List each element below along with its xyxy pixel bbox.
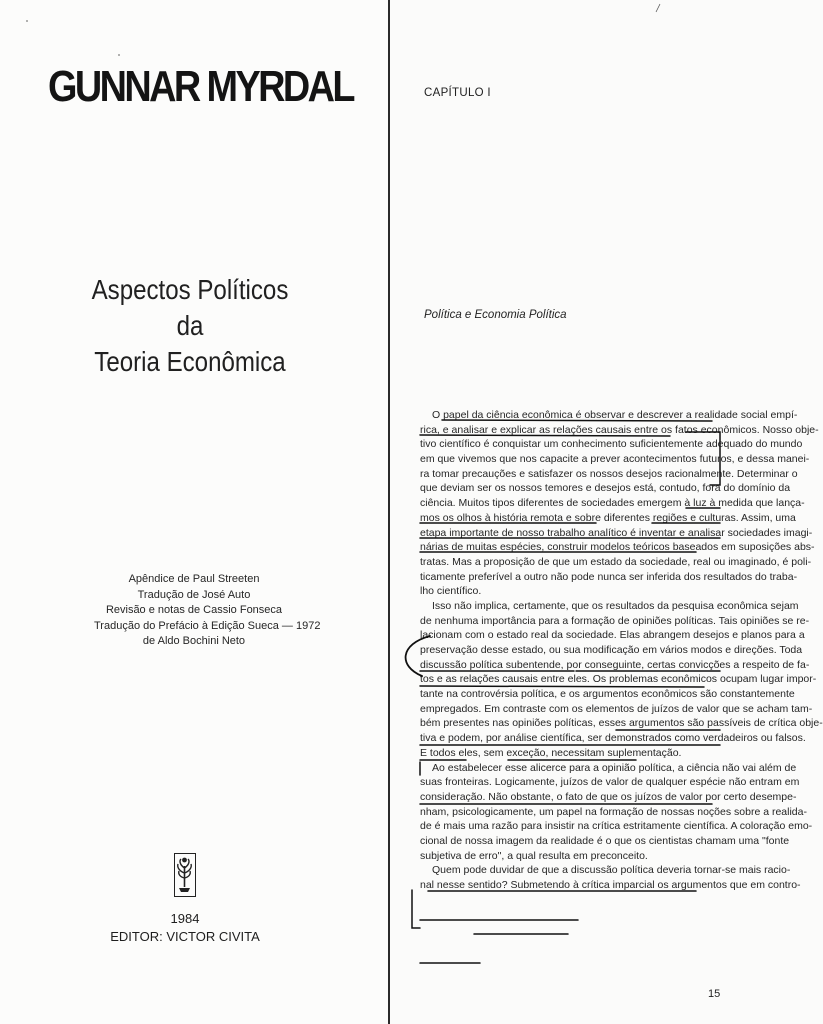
text-line: E todos eles, sem exceção, necessitam suplementação. [420,746,682,759]
text-line: de é mais uma razão para insistir na crítica estritamente científica. A coloração emo- [420,820,813,833]
right-page [390,0,823,1024]
chapter-body [420,408,823,893]
text-line: tos e as relações causais entre eles. Os problemas econômicos ocupam lugar impor- [420,673,817,686]
text-line: preservação desse estado, ou sua modificação em vários modos e direções. Toda [420,644,803,656]
text-line: lacionam com o estado real da sociedade. Elas abrangem desejos e planos para a [420,629,805,642]
text-line: mos os olhos à história remota e sobre diferentes regiões e culturas. Assim, uma [420,511,796,524]
text-line: O papel da ciência econômica é observar e descrever a realidade social empí- [432,409,798,421]
text-line: nham, psicologicamente, um papel na formação de nossas noções sobre a realida- [420,805,807,818]
text-line: que deviam ser os nossos temores e desejos está, contudo, fora do domínio da [420,482,791,495]
text-line: subjetiva de erro", a qual resulta em preconceito. [420,849,648,862]
page-number: 15 [708,988,721,1000]
section-title: Política e Economia Política [424,309,567,321]
credit-line: de Aldo Bochini Neto [142,635,246,647]
publisher-name: EDITOR: VICTOR CIVITA [110,929,260,944]
author-name: GUNNAR MYRDAL [48,62,353,111]
text-line: Isso não implica, certamente, que os resultados da pesquisa econômica sejam [432,599,799,612]
left-page [0,0,388,1024]
credit-line: Tradução de José Auto [137,588,251,601]
text-line: nárias de muitas espécies, construir modelos teóricos baseados em suposições abs- [420,541,815,554]
text-line: rica, e analisar e explicar as relações causais entre os fatos econômicos. Nosso obje- [420,423,819,436]
scan-mark [656,4,660,12]
text-line: discussão política subentende, por conseguinte, certas convicções a respeito de fa- [420,658,810,671]
text-line: de nenhuma importância para a formação de opiniões políticas. Tais opiniões se re- [420,614,810,627]
text-line: tratas. Mas a proposição de que um estado da sociedade, real ou imaginado, é poli- [420,555,812,568]
text-line: Ao estabelecer esse alicerce para a opinião política, a ciência não vai além de [432,761,797,774]
imprint [100,910,270,946]
credit-line: Apêndice de Paul Streeten [128,573,260,585]
text-line: tante na controvérsia política, e os argumentos econômicos são constantemente [420,688,795,701]
chapter-label: CAPÍTULO I [424,87,491,99]
scan-speck [26,20,28,22]
text-line: bém presentes nas opiniões políticas, esses argumentos são passíveis de crítica obje- [420,717,823,730]
text-line: tivo científico é conquistar um conhecimento suficientemente adequado do mundo [420,438,803,451]
text-line: tiva e podem, por análise científica, ser demonstrados como verdadeiros ou falsos. [420,732,806,745]
scan-speck [118,54,120,56]
bracket-mark [412,890,420,928]
text-line: lho científico. [420,585,482,598]
text-line: suas fronteiras. Logicamente, juízos de valor de qualquer espécie não entram em [420,776,800,789]
text-line: cional de nossa imagem da realidade é o que os cientistas chamam uma "fonte [420,834,790,847]
credit-line: Revisão e notas de Cassio Fonseca [105,604,283,616]
text-line: ciência. Muitos tipos diferentes de sociedades emergem à luz à medida que lança- [420,497,805,510]
text-line: empregados. Em contraste com os elementos de juízos de valor que se acham tam- [420,702,813,715]
text-line: etapa importante de nosso trabalho analítico é inventar e analisar sociedades imagi- [420,526,813,539]
text-line: ticamente preferível a outro não pode nunca ser inferida dos resultados do traba- [420,570,798,583]
text-line: em que vivemos que nos capacite a prever acontecimentos futuros, e dessa manei- [420,453,810,466]
credits [94,572,321,650]
publisher-logo-icon [174,853,196,897]
book-title-line-1: Aspectos Políticos da [91,274,289,341]
book-title-line-2: Teoria Econômica [94,346,286,377]
text-line: nal nesse sentido? Submetendo à crítica imparcial os argumentos que em contro- [420,879,801,891]
book-title [78,272,302,380]
credit-line: Tradução do Prefácio à Edição Sueca — 1972 [94,619,321,632]
text-line: ra tomar precauções e satisfazer os nossos desejos racionalmente. Determinar o [420,467,798,480]
text-line: Quem pode duvidar de que a discussão política deveria tornar-se mais racio- [432,864,791,877]
publication-year: 1984 [170,911,200,926]
text-line: consideração. Não obstante, o fato de que os juízos de valor por certo desempe- [420,790,797,803]
